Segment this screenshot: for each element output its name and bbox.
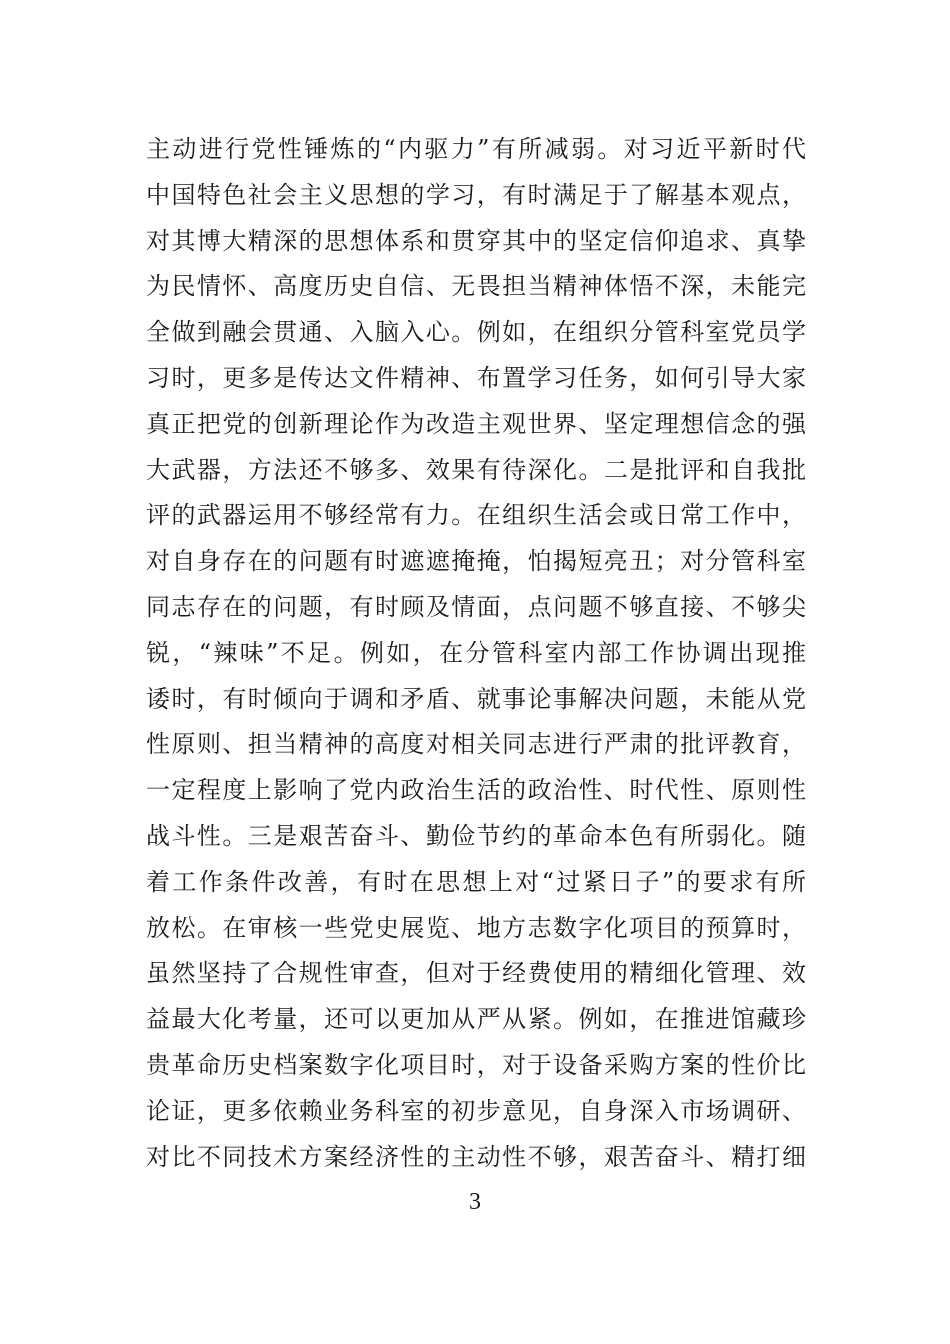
text-line: 论证，更多依赖业务科室的初步意见，自身深入市场调研、 — [146, 1096, 806, 1125]
text-line: 对比不同技术方案经济性的主动性不够，艰苦奋斗、精打细 — [146, 1142, 806, 1171]
text-line: 同志存在的问题，有时顾及情面，点问题不够直接、不够尖 — [146, 592, 806, 621]
text-line: 全做到融会贯通、入脑入心。例如，在组织分管科室党员学 — [146, 318, 806, 347]
text-line: 评的武器运用不够经常有力。在组织生活会或日常工作中， — [146, 501, 806, 530]
text-line: 性原则、担当精神的高度对相关同志进行严肃的批评教育， — [146, 730, 806, 759]
text-line: 为民情怀、高度历史自信、无畏担当精神体悟不深，未能完 — [146, 272, 806, 301]
text-line: 主动进行党性锤炼的“内驱力”有所减弱。对习近平新时代 — [146, 135, 806, 163]
text-line: 益最大化考量，还可以更加从严从紧。例如，在推进馆藏珍 — [146, 1005, 806, 1034]
text-line: 放松。在审核一些党史展览、地方志数字化项目的预算时， — [146, 913, 806, 942]
text-line: 虽然坚持了合规性审查，但对于经费使用的精细化管理、效 — [146, 959, 806, 988]
text-line: 一定程度上影响了党内政治生活的政治性、时代性、原则性 — [146, 776, 806, 805]
page-number: 3 — [469, 1189, 481, 1215]
text-line: 习时，更多是传达文件精神、布置学习任务，如何引导大家 — [146, 363, 806, 392]
text-line: 对其博大精深的思想体系和贯穿其中的坚定信仰追求、真挚 — [146, 226, 806, 255]
text-line: 中国特色社会主义思想的学习，有时满足于了解基本观点， — [146, 180, 806, 209]
body-text — [146, 127, 806, 1180]
text-line: 真正把党的创新理论作为改造主观世界、坚定理想信念的强 — [146, 409, 806, 438]
text-line: 战斗性。三是艰苦奋斗、勤俭节约的革命本色有所弱化。随 — [146, 821, 806, 850]
text-line: 锐，“辣味”不足。例如，在分管科室内部工作协调出现推 — [146, 638, 806, 667]
text-line: 诿时，有时倾向于调和矛盾、就事论事解决问题，未能从党 — [146, 684, 806, 713]
text-line: 对自身存在的问题有时遮遮掩掩，怕揭短亮丑；对分管科室 — [146, 547, 806, 576]
text-line: 贵革命历史档案数字化项目时，对于设备采购方案的性价比 — [146, 1050, 806, 1079]
text-line: 着工作条件改善，有时在思想上对“过紧日子”的要求有所 — [146, 867, 806, 896]
text-line: 大武器，方法还不够多、效果有待深化。二是批评和自我批 — [146, 455, 806, 484]
